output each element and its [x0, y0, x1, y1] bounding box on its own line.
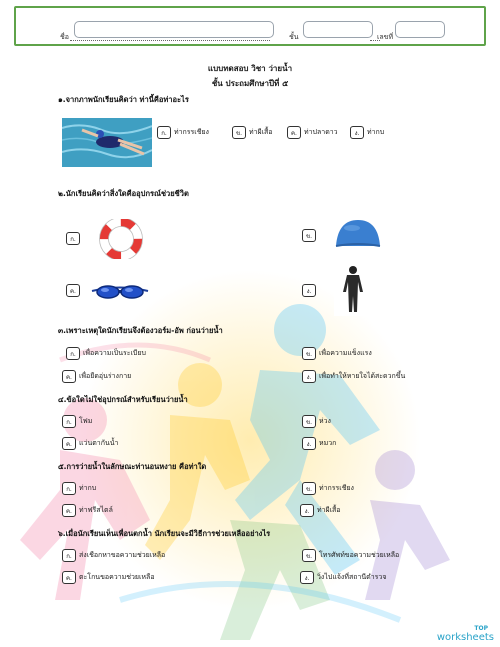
q1-choice-c[interactable] [287, 126, 338, 139]
watermark-worksheets: worksheets [436, 632, 494, 643]
watermark-top: TOP [474, 625, 488, 632]
q5-choice-b-box[interactable]: ข. [302, 482, 316, 495]
q3-choice-b-text: เพื่อความแข็งแรง [319, 349, 372, 357]
q6-choice-a-box[interactable]: ก. [62, 549, 76, 562]
question-3: ๓.เพราะเหตุใดนักเรียนจึงต้องวอร์ม-อัพ ก่อนว่ายน้ำ [58, 326, 223, 335]
q6-choice-d[interactable] [300, 571, 386, 584]
number-label: เลขที่ [377, 33, 394, 41]
swim-cap-image [334, 218, 382, 250]
q5-choice-a-box[interactable]: ก. [62, 482, 76, 495]
q4-choice-b-text: ห่วง [319, 417, 331, 425]
q6-choice-c-text: ตะโกนขอความช่วยเหลือ [79, 573, 155, 581]
q3-choice-a-box[interactable]: ก. [66, 347, 80, 360]
name-label: ชื่อ [60, 33, 69, 41]
q4-choice-d-box[interactable]: ง. [302, 437, 316, 450]
q1-choice-d-box[interactable]: ง. [350, 126, 364, 139]
q5-choice-c-text: ท่าฟรีสไตล์ [79, 506, 113, 514]
q3-choice-d[interactable] [302, 370, 405, 383]
swim-goggles-image [90, 280, 150, 302]
q4-choice-b-box[interactable]: ข. [302, 415, 316, 428]
q1-choice-c-box[interactable]: ค. [287, 126, 301, 139]
q6-choice-c[interactable] [62, 571, 155, 584]
question-5: ๕.การว่ายน้ำในลักษณะท่านอนหงาย คือท่าใด [58, 462, 207, 471]
q2-choice-b-box[interactable]: ข. [302, 229, 316, 242]
q1-choice-a-text: ท่ากรรเชียง [174, 128, 209, 136]
q4-choice-a[interactable] [62, 415, 92, 428]
q4-choice-d-text: หมวก [319, 439, 337, 447]
q5-choice-d-box[interactable]: ง. [300, 504, 314, 517]
q1-choice-a[interactable] [157, 126, 209, 139]
question-4: ๔.ข้อใดไม่ใช่อุปกรณ์สำหรับเรียนว่ายน้ำ [58, 395, 188, 404]
page-title: แบบทดสอบ วิชา ว่ายน้ำ [207, 64, 293, 73]
q1-choice-d[interactable] [350, 126, 384, 139]
q5-choice-d-text: ท่าผีเสื้อ [317, 506, 341, 514]
q1-choice-b-box[interactable]: ข. [232, 126, 246, 139]
q2-choice-d-box[interactable]: ง. [302, 284, 316, 297]
q5-choice-d[interactable] [300, 504, 341, 517]
q6-choice-b-text: โทรศัพท์ขอความช่วยเหลือ [319, 551, 400, 559]
q4-choice-b[interactable] [302, 415, 331, 428]
q5-choice-b[interactable] [302, 482, 354, 495]
q3-choice-d-box[interactable]: ง. [302, 370, 316, 383]
q4-choice-c-text: แว่นตากันน้ำ [79, 439, 119, 447]
class-field[interactable] [303, 21, 373, 38]
q6-choice-c-box[interactable]: ค. [62, 571, 76, 584]
q1-choice-c-text: ท่าปลาดาว [304, 128, 338, 136]
q2-choice-a-box[interactable]: ก. [66, 232, 80, 245]
q3-choice-a[interactable] [66, 347, 146, 360]
q4-choice-a-text: โฟม [79, 417, 93, 425]
q1-choice-d-text: ท่ากบ [367, 128, 385, 136]
name-dots [70, 40, 270, 41]
q6-choice-b-box[interactable]: ข. [302, 549, 316, 562]
q4-choice-d[interactable] [302, 437, 336, 450]
q1-choice-b-text: ท่าผีเสื้อ [249, 128, 273, 136]
name-field[interactable] [74, 21, 274, 38]
q3-choice-c-box[interactable]: ค. [62, 370, 76, 383]
q3-choice-b-box[interactable]: ข. [302, 347, 316, 360]
q6-choice-b[interactable] [302, 549, 399, 562]
q5-choice-a[interactable] [62, 482, 96, 495]
q5-choice-b-text: ท่ากรรเชียง [319, 484, 354, 492]
question-1: ๑.จากภาพนักเรียนคิดว่า ท่านี้คือท่าอะไร [58, 95, 189, 104]
question-6: ๖.เมื่อนักเรียนเห็นเพื่อนตกน้ำ นักเรียนจะมีวิธีการช่วยเหลืออย่างไร [58, 529, 271, 538]
q6-choice-d-text: วิ่งไปแจ้งที่สถานีตำรวจ [317, 573, 387, 581]
life-ring-image [98, 219, 144, 259]
q1-choice-b[interactable] [232, 126, 273, 139]
class-label: ชั้น [289, 33, 299, 41]
q5-choice-c-box[interactable]: ค. [62, 504, 76, 517]
q6-choice-d-box[interactable]: ง. [300, 571, 314, 584]
q5-choice-a-text: ท่ากบ [79, 484, 97, 492]
q3-choice-b[interactable] [302, 347, 372, 360]
q3-choice-c[interactable] [62, 370, 131, 383]
q2-choice-c-box[interactable]: ค. [66, 284, 80, 297]
q1-choice-a-box[interactable]: ก. [157, 126, 171, 139]
q4-choice-c-box[interactable]: ค. [62, 437, 76, 450]
swimmer-photo [62, 118, 152, 167]
q4-choice-c[interactable] [62, 437, 118, 450]
number-field[interactable] [395, 21, 445, 38]
wetsuit-image [334, 264, 372, 316]
q6-choice-a-text: ส่งเชือกหาขอความช่วยเหลือ [79, 551, 166, 559]
q5-choice-c[interactable] [62, 504, 113, 517]
q4-choice-a-box[interactable]: ก. [62, 415, 76, 428]
q3-choice-d-text: เพื่อทำให้หายใจได้สะดวกขึ้น [319, 372, 406, 380]
q6-choice-a[interactable] [62, 549, 165, 562]
q3-choice-c-text: เพื่อยืดอุ่นร่างกาย [79, 372, 132, 380]
page-subtitle: ชั้น ประถมศึกษาปีที่ ๕ [211, 79, 289, 88]
question-2: ๒.นักเรียนคิดว่าสิ่งใดคืออุปกรณ์ช่วยชีวิต [58, 189, 189, 198]
q3-choice-a-text: เพื่อความเป็นระเบียบ [83, 349, 146, 357]
